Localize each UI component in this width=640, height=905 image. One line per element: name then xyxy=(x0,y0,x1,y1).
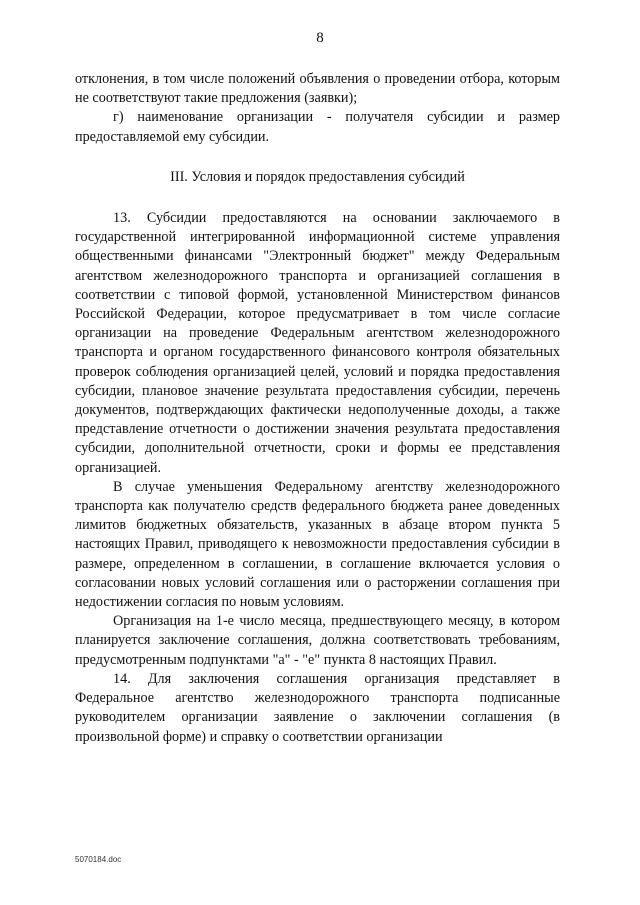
paragraph-budget-reduction: В случае уменьшения Федеральному агентству железнодорожного транспорта как получателю средств федерального бюджета ранее доведенных лимитов бюджетных обязательств, указанных в абзаце втором пункта 5 настоящих Правил, приводящего к невозможности предоставления субсидии в размере, определенном в соглашении, в соглашение включается условия о согласовании новых условий соглашения или о расторжении соглашения при недостижении согласия по новым условиям. xyxy=(75,478,560,611)
paragraph-item-g: г) наименование организации - получателя субсидии и размер предоставляемой ему субсидии. xyxy=(75,109,560,145)
paragraph-organization-requirements: Организация на 1-е число месяца, предшествующего месяцу, в котором планируется заключение соглашения, должна соответствовать требованиям, предусмотренным подпунктами "а" - "е" пункта 8 настоящих Правил. xyxy=(75,613,560,668)
page-number: 8 xyxy=(316,30,324,46)
paragraph-13: 13. Субсидии предоставляются на основании заключаемого в государственной интегрированной информационной системе управления общественными финансами "Электронный бюджет" между Федеральным агентством железнодорожного транспорта и организацией соглашения в соответствии с типовой формой, установленной Министерством финансов Российской Федерации, которое предусматривает в том числе согласие организации на проведение Федеральным агентством железнодорожного транспорта и органом государственного финансового контроля обязательных проверок соблюдения организацией целей, условий и порядка предоставления субсидии, плановое значение результата предоставления субсидии, перечень документов, подтверждающих фактически недополученные доходы, а также представление отчетности о достижении значения результата предоставления субсидии, дополнительной отчетности, сроки и формы ее представления организацией. xyxy=(75,210,560,476)
footer-document-id: 5070184.doc xyxy=(75,855,122,864)
document-body xyxy=(75,70,560,747)
section-heading: III. Условия и порядок предоставления субсидий xyxy=(170,168,465,185)
paragraph-continuation: отклонения, в том числе положений объявления о проведении отбора, которым не соответствуют такие предложения (заявки); xyxy=(75,71,560,107)
paragraph-14: 14. Для заключения соглашения организация представляет в Федеральное агентство железнодорожного транспорта подписанные руководителем организации заявление о заключении соглашения (в произвольной форме) и справку о соответствии организации xyxy=(75,670,560,745)
